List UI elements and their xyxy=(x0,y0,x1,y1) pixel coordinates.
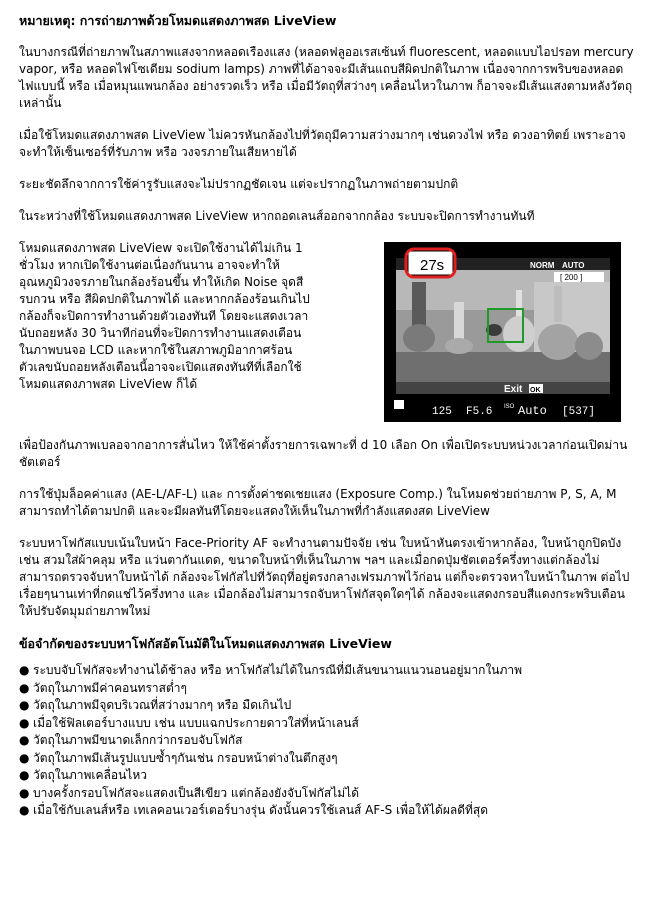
quality-norm: NORM xyxy=(530,261,555,270)
limits-title: ข้อจำกัดของระบบหาโฟกัสอัตโนมัติในโหมดแสดงภาพสด LiveView xyxy=(19,636,392,651)
heat-warning-section xyxy=(19,240,637,422)
paragraph-bright-light: เมื่อใช้โหมดแสดงภาพสด LiveView ไม่ควรหันกล้องไปที่วัตถุมีความสว่างมากๆ เช่นดวงไฟ หรือ ดวงอาทิตย์ เพราะอาจจะทำให้เซ็นเซอร์ที่รับภาพ หรือ วงจรภายในเสียหายได้ xyxy=(19,128,626,159)
paragraph-lens-removal: ในระหว่างที่ใช้โหมดแสดงภาพสด LiveView หากถอดเลนส์ออกจากกล้อง ระบบจะปิดการทำงานทันที xyxy=(19,209,535,223)
shutter-speed: 125 xyxy=(432,406,452,418)
list-item: ● เมื่อใช้ฟิลเตอร์บางแบบ เช่น แบบแฉกประกายดาวใส่ที่หน้าเลนส์ xyxy=(19,715,359,730)
paragraph-depth-of-field: ระยะชัดลึกจากการใช้ค่ารูรับแสงจะไม่ปรากฏชัดเจน แต่จะปรากฏในภาพถ่ายตามปกติ xyxy=(19,177,459,191)
paragraph-heat-warning: โหมดแสดงภาพสด LiveView จะเปิดใช้งานได้ไม่เกิน 1 ชั่วโมง หากเปิดใช้งานต่อเนื่องกันนาน อาจจะทำให้อุณหภูมิวงจรภายในกล้องร้อนขึ้น ทำให้เกิด Noise จุดสีรบกวน หรือ สีผิดปกติในภาพได้ และหากกล้องร้อนเกินไป กล้องก็จะปิดการทำงานด้วยตัวเองทันที โดยจะแสดงเวลานับถอยหลัง 30 วินาทีก่อนที่จะปิดการทำงานแสดงเตือนในภาพบนจอ LCD และหากใช้ในสภาพภูมิอากาศร้อนตัวเลขนับถอยหลังเตือนนี้อาจจะเปิดแสดงทันทีที่เลือกใช้โหมดแสดงภาพสด LiveView ก็ได้ xyxy=(19,241,310,391)
iso-label: ISO xyxy=(504,404,515,410)
paragraph-vibration: เพื่อป้องกันภาพเบลอจากอาการสั่นไหว ให้ใช้ค่าตั้งรายการเฉพาะที่ d 10 เลือก On เพื่อเปิดระบบหน่วงเวลาก่อนเปิดม่านชัตเตอร์ xyxy=(19,438,628,469)
countdown-timer: 27s xyxy=(420,257,445,274)
limits-list xyxy=(19,662,637,820)
liveview-lcd-image xyxy=(384,242,621,422)
exit-label: Exit xyxy=(504,384,523,395)
note-title: หมายเหตุ: การถ่ายภาพด้วยโหมดแสดงภาพสด LiveView xyxy=(19,13,337,28)
remaining-shots: [ 200 ] xyxy=(560,273,583,282)
list-item: ● เมื่อใช้กับเลนส์หรือ เทเลคอนเวอร์เตอร์บางรุ่น ดังนั้นควรใช้เลนส์ AF-S เพื่อให้ได้ผลดีที่สุด xyxy=(19,803,489,817)
frames-remaining: [537] xyxy=(562,406,596,418)
list-item: ● วัตถุในภาพมีค่าคอนทราสต่ำๆ xyxy=(19,680,187,695)
paragraph-exposure-lock: การใช้ปุ่มล็อคค่าแสง (AE-L/AF-L) และ การตั้งค่าชดเชยแสง (Exposure Comp.) ในโหมดช่วยถ่ายภาพ P, S, A, M สามารถทำได้ตามปกติ และจะมีผลทันทีโดยจะแสดงให้เห็นในภาพที่กำลังแสดงสด LiveView xyxy=(19,487,617,518)
list-item: ● บางครั้งกรอบโฟกัสจะแสดงเป็นสีเขียว แต่กล้องยังจับโฟกัสไม่ได้ xyxy=(19,785,359,800)
white-balance-auto: AUTO xyxy=(562,261,585,270)
list-item: ● วัตถุในภาพมีเส้นรูปแบบซ้ำๆกันเช่น กรอบหน้าต่างในตึกสูงๆ xyxy=(19,750,338,765)
list-item: ● ระบบจับโฟกัสจะทำงานได้ช้าลง หรือ หาโฟกัสไม่ได้ในกรณีที่มีเส้นขนานแนวนอนอยู่มากในภาพ xyxy=(19,663,523,677)
paragraph-fluorescent: ในบางกรณีที่ถ่ายภาพในสภาพแสงจากหลอดเรืองแสง (หลอดฟลูออเรสเซ้นท์ fluorescent, หลอดแบบไอปรอท mercury vapor, หรือ หลอดไฟโซเดียม sodium lamps) ภาพที่ได้อาจจะมีเส้นแถบสีผิดปกติในภาพ เนื่องจากการพริบของหลอดไฟแบบนี้ หรือ เมื่อหมุนแพนกล้อง อย่างรวดเร็ว หรือ เมื่อมีวัตถุที่สว่างๆ เคลื่อนไหวในภาพ ก็อาจจะมีเส้นแสงตามหลังวัตถุเหล่านั้น xyxy=(19,45,634,110)
aperture-value: F5.6 xyxy=(466,406,493,418)
iso-value: Auto xyxy=(518,404,547,418)
ok-label: OK xyxy=(530,387,541,394)
list-item: ● วัตถุในภาพมีขนาดเล็กกว่ากรอบจับโฟกัส xyxy=(19,733,243,747)
list-item: ● วัตถุในภาพมีจุดบริเวณที่สว่างมากๆ หรือ มืดเกินไป xyxy=(19,698,292,712)
list-item: ● วัตถุในภาพเคลื่อนไหว xyxy=(19,768,147,782)
document-page xyxy=(19,12,637,820)
paragraph-face-priority: ระบบหาโฟกัสแบบเน้นใบหน้า Face-Priority AF จะทำงานตามปัจจัย เช่น ใบหน้าหันตรงเข้าหากล้อง, ใบหน้าถูกปิดบังเช่น สวมใส่ผ้าคลุม หรือ แว่นตากันแดด, ขนาดใบหน้าที่เห็นในภาพ ฯลฯ และเมื่อกดปุ่มชัตเตอร์ครึ่งทางแต่กล้องไม่สามารถตรวจจับหาใบหน้าได้ กล้องจะโฟกัสไปที่วัตถุที่อยู่ตรงกลางเฟรมภาพไว้ก่อน แต่ก็จะตรวจหาใบหน้าในภาพ ต่อไปเรื่อยๆนานเท่าที่กดแช่ไว้ครึ่งทาง และ เมื่อกล้องไม่สามารถจับหาโฟกัสจุดใดๆได้ กล้องจะแสดงกรอบสีแดงกระพริบเตือนให้ปรับจัดมุมถ่ายภาพใหม่ xyxy=(19,536,630,618)
